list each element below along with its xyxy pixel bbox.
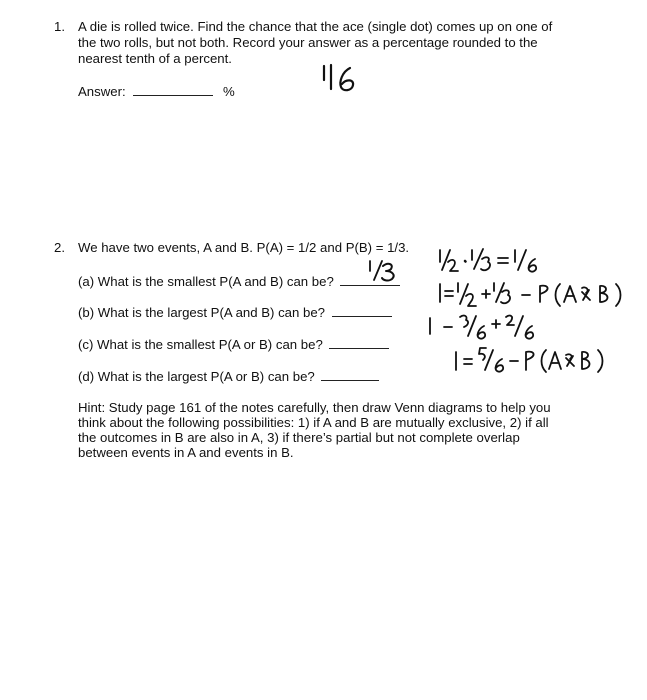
q2-hint-line-1: Hint: Study page 161 of the notes carefully, then draw Venn diagrams to help you	[78, 400, 551, 415]
q1-answer-row	[78, 83, 235, 100]
q2-hint-line-2: think about the following possibilities: 1) if A and B are mutually exclusive, 2) if all	[78, 415, 549, 430]
q2-handwritten-work-line-4	[452, 342, 622, 378]
q1-number: 1.	[54, 19, 65, 34]
q2-part-d-label: (d) What is the largest P(A or B) can be?	[78, 369, 315, 384]
q1-text-line-2: the two rolls, but not both. Record your answer as a percentage rounded to the	[78, 35, 538, 50]
q2-part-b-label: (b) What is the largest P(A and B) can be?	[78, 305, 326, 320]
q2-part-b-blank[interactable]	[332, 304, 392, 317]
q1-answer-label: Answer:	[78, 84, 126, 99]
q2-part-c	[78, 336, 389, 353]
q2-part-a	[78, 273, 400, 290]
q2-hint-line-4: between events in A and events in B.	[78, 445, 294, 460]
q2-number: 2.	[54, 240, 65, 255]
q2-part-d-blank[interactable]	[321, 368, 379, 381]
q2-part-b	[78, 304, 392, 321]
q2-part-c-label: (c) What is the smallest P(A or B) can be?	[78, 337, 323, 352]
q2-handwritten-work-line-2	[436, 278, 636, 312]
q1-answer-unit: %	[222, 84, 235, 99]
q1-text-line-3: nearest tenth of a percent.	[78, 51, 232, 66]
q1-handwritten-answer	[318, 62, 364, 94]
q2-part-c-blank[interactable]	[329, 336, 389, 349]
q1-text-line-1: A die is rolled twice. Find the chance that the ace (single dot) comes up on one of	[78, 19, 553, 34]
q1-answer-blank[interactable]	[133, 83, 213, 96]
q2-hint-line-3: the outcomes in B are also in A, 3) if there’s partial but not complete overlap	[78, 430, 520, 445]
q2-intro: We have two events, A and B. P(A) = 1/2 and P(B) = 1/3.	[78, 240, 410, 255]
q2-part-d	[78, 368, 379, 385]
q2-handwritten-work-line-1	[436, 244, 556, 278]
q2-part-a-label: (a) What is the smallest P(A and B) can be?	[78, 274, 334, 289]
q2-handwritten-work-line-3	[426, 310, 556, 344]
q2-part-a-handwritten-answer	[366, 258, 406, 286]
